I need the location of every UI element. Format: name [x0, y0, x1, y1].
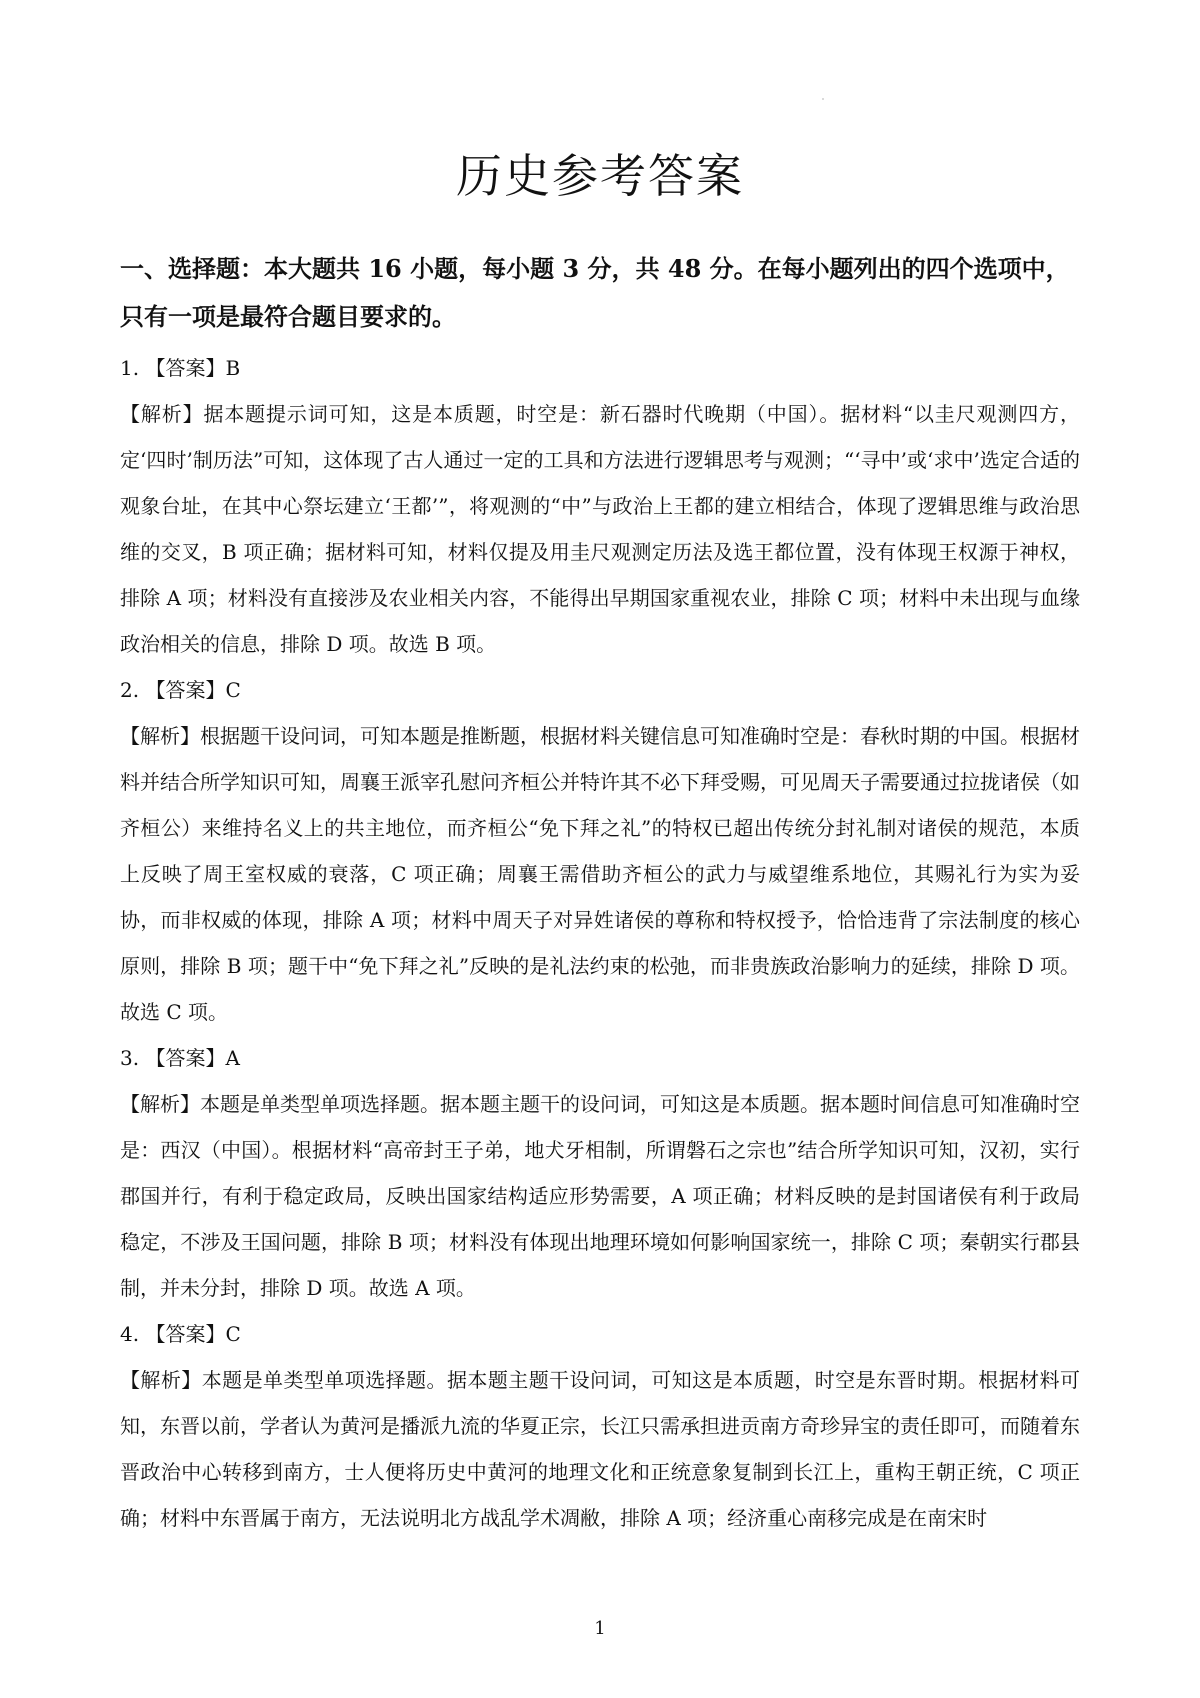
- question-4-analysis: 【解析】本题是单类型单项选择题。据本题主题干设问词，可知这是本质题，时空是东晋时期。根据材料可知，东晋以前，学者认为黄河是播派九流的华夏正宗，长江只需承担进贡南方奇珍异宝的责任即可，而随着东晋政治中心转移到南方，士人便将历史中黄河的地理文化和正统意象复制到长江上，重构王朝正统，C 项正确；材料中东晋属于南方，无法说明北方战乱学术凋敝，排除 A 项；经济重心南移完成是在南宋时: [120, 1368, 1080, 1530]
- question-3-answer: 3. 【答案】A: [120, 1046, 240, 1070]
- document-title: 历史参考答案: [456, 149, 744, 203]
- question-2-analysis: 【解析】根据题干设问词，可知本题是推断题，根据材料关键信息可知准确时空是：春秋时期的中国。根据材料并结合所学知识可知，周襄王派宰孔慰问齐桓公并特许其不必下拜受赐，可见周天子需要通过拉拢诸侯（如齐桓公）来维持名义上的共主地位，而齐桓公“免下拜之礼”的特权已超出传统分封礼制对诸侯的规范，本质上反映了周王室权威的衰落，C 项正确；周襄王需借助齐桓公的武力与威望维系地位，其赐礼行为实为妥协，而非权威的体现，排除 A 项；材料中周天子对异姓诸侯的尊称和特权授予，恰恰违背了宗法制度的核心原则，排除 B 项；题干中“免下拜之礼”反映的是礼法约束的松弛，而非贵族政治影响力的延续，排除 D 项。故选 C 项。: [120, 724, 1080, 1024]
- question-1: [120, 345, 1080, 667]
- question-3: [120, 1035, 1080, 1311]
- question-2-answer: 2. 【答案】C: [120, 678, 241, 702]
- question-1-analysis: 【解析】据本题提示词可知，这是本质题，时空是：新石器时代晚期（中国）。据材料“以圭尺观测四方，定‘四时’制历法”可知，这体现了古人通过一定的工具和方法进行逻辑思考与观测；“‘寻中’或‘求中’选定合适的观象台址，在其中心祭坛建立‘王都’”，将观测的“中”与政治上王都的建立相结合，体现了逻辑思维与政治思维的交叉，B 项正确；据材料可知，材料仅提及用圭尺观测定历法及选王都位置，没有体现王权源于神权，排除 A 项；材料没有直接涉及农业相关内容，不能得出早期国家重视农业，排除 C 项；材料中未出现与血缘政治相关的信息，排除 D 项。故选 B 项。: [120, 402, 1080, 656]
- question-4: [120, 1311, 1080, 1541]
- question-4-answer: 4. 【答案】C: [120, 1322, 241, 1346]
- answer-content: [120, 245, 1080, 1541]
- question-2: [120, 667, 1080, 1035]
- page-number: 1: [594, 1618, 606, 1639]
- scan-speck: [822, 98, 824, 100]
- question-3-analysis: 【解析】本题是单类型单项选择题。据本题主题干的设问词，可知这是本质题。据本题时间信息可知准确时空是：西汉（中国）。根据材料“高帝封王子弟，地犬牙相制，所谓磐石之宗也”结合所学知识可知，汉初，实行郡国并行，有利于稳定政局，反映出国家结构适应形势需要，A 项正确；材料反映的是封国诸侯有利于政局稳定，不涉及王国问题，排除 B 项；材料没有体现出地理环境如何影响国家统一，排除 C 项；秦朝实行郡县制，并未分封，排除 D 项。故选 A 项。: [120, 1092, 1080, 1300]
- section-heading: 一、选择题：本大题共 16 小题，每小题 3 分，共 48 分。在每小题列出的四个选项中，只有一项是最符合题目要求的。: [120, 254, 1070, 331]
- question-1-answer: 1. 【答案】B: [120, 356, 241, 380]
